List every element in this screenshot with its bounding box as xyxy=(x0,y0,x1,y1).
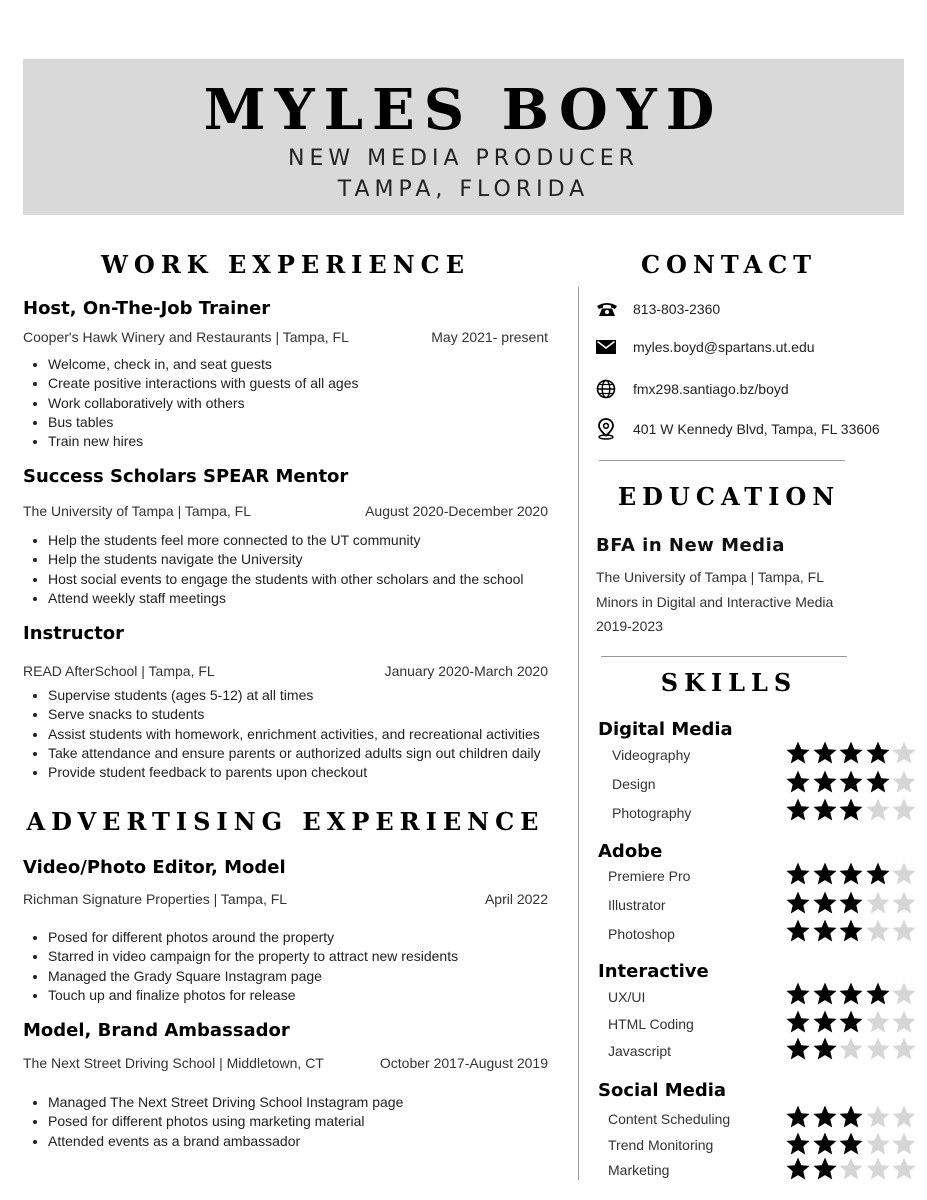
job-title-subheading: NEW MEDIA PRODUCER xyxy=(288,146,639,171)
skill-name: HTML Coding xyxy=(608,1016,694,1032)
job-date: January 2020-March 2020 xyxy=(384,663,548,679)
skill-rating xyxy=(785,1131,918,1157)
star-filled-icon xyxy=(785,890,811,916)
skill-rating xyxy=(785,769,918,795)
star-filled-icon xyxy=(838,1104,864,1130)
star-filled-icon xyxy=(812,740,838,766)
skill-rating xyxy=(785,1156,918,1182)
header-banner xyxy=(23,59,904,215)
star-filled-icon xyxy=(865,981,891,1007)
job-organization: READ AfterSchool | Tampa, FL xyxy=(23,663,215,679)
bullet-item: • Attended events as a brand ambassador xyxy=(48,1132,403,1151)
skill-rating xyxy=(785,918,918,944)
star-empty-icon xyxy=(865,1131,891,1157)
star-empty-icon xyxy=(891,918,917,944)
contact-email-row xyxy=(596,336,815,358)
skill-rating xyxy=(785,740,918,766)
star-empty-icon xyxy=(891,797,917,823)
education-years: 2019-2023 xyxy=(596,618,663,634)
star-empty-icon xyxy=(891,861,917,887)
star-filled-icon xyxy=(812,861,838,887)
skill-name: Photography xyxy=(612,805,692,821)
star-empty-icon xyxy=(891,981,917,1007)
star-filled-icon xyxy=(812,981,838,1007)
skill-name: Javascript xyxy=(608,1043,672,1059)
star-filled-icon xyxy=(838,918,864,944)
star-empty-icon xyxy=(865,1009,891,1035)
bullet-item: • Host social events to engage the students with other scholars and the school xyxy=(48,570,524,589)
skill-name: Premiere Pro xyxy=(608,868,691,884)
bullet-item: • Work collaboratively with others xyxy=(48,394,359,413)
location-subheading: TAMPA, FLORIDA xyxy=(337,177,590,202)
bullet-item: • Take attendance and ensure parents or authorized adults sign out children daily xyxy=(48,744,541,763)
skill-rating xyxy=(785,1009,918,1035)
job-date: May 2021- present xyxy=(431,329,548,345)
star-filled-icon xyxy=(785,918,811,944)
bullet-item: • Supervise students (ages 5-12) at all times xyxy=(48,686,541,705)
star-empty-icon xyxy=(865,918,891,944)
job-date: October 2017-August 2019 xyxy=(379,1055,548,1071)
skill-name: Marketing xyxy=(608,1162,670,1178)
star-empty-icon xyxy=(891,1036,917,1062)
star-empty-icon xyxy=(838,1036,864,1062)
bullet-item: • Create positive interactions with guests of all ages xyxy=(48,374,359,393)
star-empty-icon xyxy=(838,1156,864,1182)
bullet-item: • Train new hires xyxy=(48,432,359,451)
contact-website[interactable]: fmx298.santiago.bz/boyd xyxy=(633,381,789,397)
envelope-icon xyxy=(596,340,620,354)
job-title: Success Scholars SPEAR Mentor xyxy=(23,466,349,487)
star-filled-icon xyxy=(785,797,811,823)
star-filled-icon xyxy=(812,1156,838,1182)
job-bullets xyxy=(23,531,524,608)
skill-rating xyxy=(785,890,918,916)
job-bullets xyxy=(23,1093,403,1151)
star-empty-icon xyxy=(865,1104,891,1130)
star-filled-icon xyxy=(812,1036,838,1062)
skill-name: Videography xyxy=(612,747,691,763)
star-filled-icon xyxy=(838,769,864,795)
bullet-item: • Posed for different photos around the property xyxy=(48,928,458,947)
job-date: August 2020-December 2020 xyxy=(365,503,548,519)
phone-icon xyxy=(596,301,620,317)
star-filled-icon xyxy=(785,1036,811,1062)
education-degree: BFA in New Media xyxy=(596,535,785,556)
bullet-item: • Starred in video campaign for the property to attract new residents xyxy=(48,947,458,966)
education-school: The University of Tampa | Tampa, FL xyxy=(596,569,824,585)
skill-rating xyxy=(785,1104,918,1130)
star-filled-icon xyxy=(865,861,891,887)
skill-rating xyxy=(785,797,918,823)
star-filled-icon xyxy=(812,769,838,795)
bullet-item: • Posed for different photos using marketing material xyxy=(48,1112,403,1131)
star-empty-icon xyxy=(891,890,917,916)
bullet-item: • Help the students feel more connected to the UT community xyxy=(48,531,524,550)
star-filled-icon xyxy=(785,861,811,887)
star-filled-icon xyxy=(865,769,891,795)
bullet-item: • Help the students navigate the University xyxy=(48,550,524,569)
star-filled-icon xyxy=(838,861,864,887)
skill-name: Photoshop xyxy=(608,926,675,942)
skill-category: Interactive xyxy=(598,961,709,982)
bullet-item: • Managed The Next Street Driving School Instagram page xyxy=(48,1093,403,1112)
bullet-item: • Managed the Grady Square Instagram page xyxy=(48,967,458,986)
star-empty-icon xyxy=(891,1156,917,1182)
star-empty-icon xyxy=(865,1036,891,1062)
name-heading: MYLES BOYD xyxy=(203,77,724,143)
skill-rating xyxy=(785,861,918,887)
star-filled-icon xyxy=(812,918,838,944)
contact-address: 401 W Kennedy Blvd, Tampa, FL 33606 xyxy=(633,421,880,437)
star-empty-icon xyxy=(891,1104,917,1130)
star-empty-icon xyxy=(865,1156,891,1182)
contact-phone-row xyxy=(596,298,720,320)
star-filled-icon xyxy=(785,1156,811,1182)
column-divider xyxy=(578,287,579,1180)
bullet-item: • Welcome, check in, and seat guests xyxy=(48,355,359,374)
bullet-item: • Provide student feedback to parents upon checkout xyxy=(48,763,541,782)
star-filled-icon xyxy=(785,1131,811,1157)
skill-rating xyxy=(785,981,918,1007)
skill-name: Illustrator xyxy=(608,897,666,913)
star-filled-icon xyxy=(785,1009,811,1035)
star-empty-icon xyxy=(865,797,891,823)
advertising-experience-heading: ADVERTISING EXPERIENCE xyxy=(26,807,545,836)
star-filled-icon xyxy=(812,1131,838,1157)
star-filled-icon xyxy=(785,769,811,795)
skill-rating xyxy=(785,1036,918,1062)
job-bullets xyxy=(23,928,458,1005)
bullet-item: • Bus tables xyxy=(48,413,359,432)
star-filled-icon xyxy=(838,740,864,766)
contact-email[interactable]: myles.boyd@spartans.ut.edu xyxy=(633,339,815,355)
job-title: Host, On-The-Job Trainer xyxy=(23,298,271,319)
section-divider xyxy=(599,460,845,461)
contact-address-row xyxy=(596,418,880,440)
skill-category: Social Media xyxy=(598,1080,727,1101)
star-filled-icon xyxy=(838,1131,864,1157)
star-empty-icon xyxy=(891,1131,917,1157)
skill-category: Adobe xyxy=(598,841,663,862)
skill-name: Design xyxy=(612,776,656,792)
job-organization: The University of Tampa | Tampa, FL xyxy=(23,503,251,519)
job-title: Instructor xyxy=(23,623,125,644)
star-filled-icon xyxy=(838,797,864,823)
contact-heading: CONTACT xyxy=(640,250,818,279)
star-filled-icon xyxy=(812,890,838,916)
star-filled-icon xyxy=(785,1104,811,1130)
skill-category: Digital Media xyxy=(598,719,733,740)
star-empty-icon xyxy=(891,1009,917,1035)
star-filled-icon xyxy=(785,740,811,766)
star-filled-icon xyxy=(838,981,864,1007)
education-heading: EDUCATION xyxy=(617,482,841,511)
work-experience-heading: WORK EXPERIENCE xyxy=(100,250,471,279)
globe-icon xyxy=(596,379,620,399)
star-empty-icon xyxy=(891,740,917,766)
job-organization: The Next Street Driving School | Middletown, CT xyxy=(23,1055,324,1071)
job-title: Model, Brand Ambassador xyxy=(23,1020,290,1041)
star-empty-icon xyxy=(865,890,891,916)
job-title: Video/Photo Editor, Model xyxy=(23,857,286,878)
star-filled-icon xyxy=(785,981,811,1007)
star-empty-icon xyxy=(891,769,917,795)
contact-website-row xyxy=(596,378,789,400)
map-pin-icon xyxy=(596,418,620,440)
star-filled-icon xyxy=(838,1009,864,1035)
star-filled-icon xyxy=(865,740,891,766)
section-divider xyxy=(601,656,847,657)
star-filled-icon xyxy=(812,797,838,823)
job-organization: Cooper's Hawk Winery and Restaurants | Tampa, FL xyxy=(23,329,349,345)
skills-heading: SKILLS xyxy=(660,668,798,697)
job-date: April 2022 xyxy=(484,891,548,907)
job-bullets xyxy=(23,355,359,451)
job-bullets xyxy=(23,686,541,782)
star-filled-icon xyxy=(812,1104,838,1130)
contact-phone[interactable]: 813-803-2360 xyxy=(633,301,721,317)
skill-name: UX/UI xyxy=(608,989,646,1005)
job-organization: Richman Signature Properties | Tampa, FL xyxy=(23,891,288,907)
skill-name: Trend Monitoring xyxy=(608,1137,714,1153)
star-filled-icon xyxy=(838,890,864,916)
bullet-item: • Touch up and finalize photos for release xyxy=(48,986,458,1005)
star-filled-icon xyxy=(812,1009,838,1035)
bullet-item: • Attend weekly staff meetings xyxy=(48,589,524,608)
skill-name: Content Scheduling xyxy=(608,1111,731,1127)
education-minors: Minors in Digital and Interactive Media xyxy=(596,594,834,610)
bullet-item: • Serve snacks to students xyxy=(48,705,541,724)
bullet-item: • Assist students with homework, enrichment activities, and recreational activities xyxy=(48,725,541,744)
